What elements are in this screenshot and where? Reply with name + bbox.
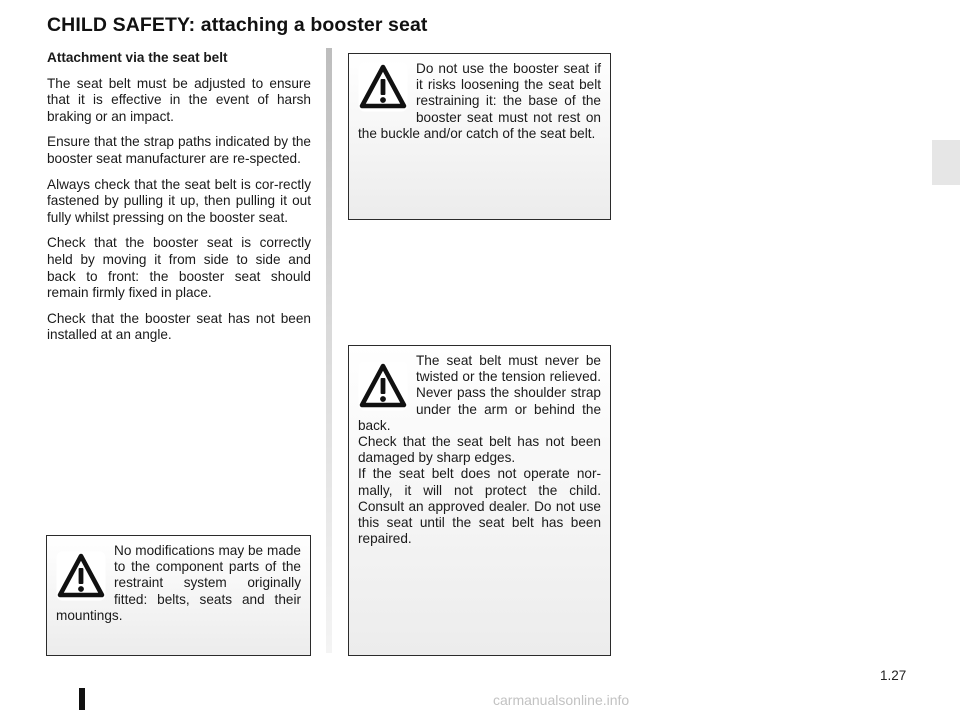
warning-box-no-modifications: [46, 535, 311, 656]
section-side-tab: [932, 140, 960, 185]
warning-triangle-icon: [56, 551, 106, 601]
warning-text: Do not use the booster seat if it risks loosening the seat belt restraining it: the base of the booster seat must not rest on the buckle and/or catch of the seat belt.: [358, 61, 601, 141]
page-title: CHILD SAFETY: attaching a booster seat: [47, 14, 428, 36]
warning-text-twisted: The seat belt must never be twisted or the tension relieved. Never pass the shoulder strap under the arm or behind the back.: [358, 353, 601, 433]
paragraph-check-fastened: Always check that the seat belt is cor-rectly fastened by pulling it up, then pulling it out fully whilst pressing on the booster seat.: [47, 176, 311, 225]
attachment-section: [47, 50, 311, 353]
paragraph-strap-paths: Ensure that the strap paths indicated by the booster seat manufacturer are re-spected.: [47, 134, 311, 166]
paragraph-check-angle: Check that the booster seat has not been installed at an angle.: [47, 310, 311, 343]
column-divider: [326, 48, 332, 653]
watermark: carmanualsonline.info: [493, 692, 630, 708]
warning-triangle-icon: [358, 361, 408, 411]
warning-box-booster-loosening: [348, 53, 611, 220]
warning-triangle-icon: [358, 62, 408, 112]
paragraph-check-held: Check that the booster seat is correctly held by moving it from side to side and back to front: the booster seat should remain firmly fixed in place.: [47, 235, 311, 301]
page-number: 1.27: [880, 668, 907, 683]
crop-mark: [79, 688, 85, 710]
warning-text: No modifications may be made to the component parts of the restraint system originally fitted: belts, seats and their mountings.: [56, 543, 301, 623]
warning-text-sharp-edges: Check that the seat belt has not been damaged by sharp edges.: [358, 434, 601, 466]
warning-text-not-operating: If the seat belt does not operate nor-mally, it will not protect the child. Consult an approved dealer. Do not use this seat until the seat belt has been repaired.: [358, 466, 601, 547]
section-subheading: Attachment via the seat belt: [47, 50, 228, 65]
paragraph-belt-adjustment: The seat belt must be adjusted to ensure that it is effective in the event of harsh braking or an impact.: [47, 75, 311, 124]
warning-box-belt-twisted: [348, 345, 611, 656]
